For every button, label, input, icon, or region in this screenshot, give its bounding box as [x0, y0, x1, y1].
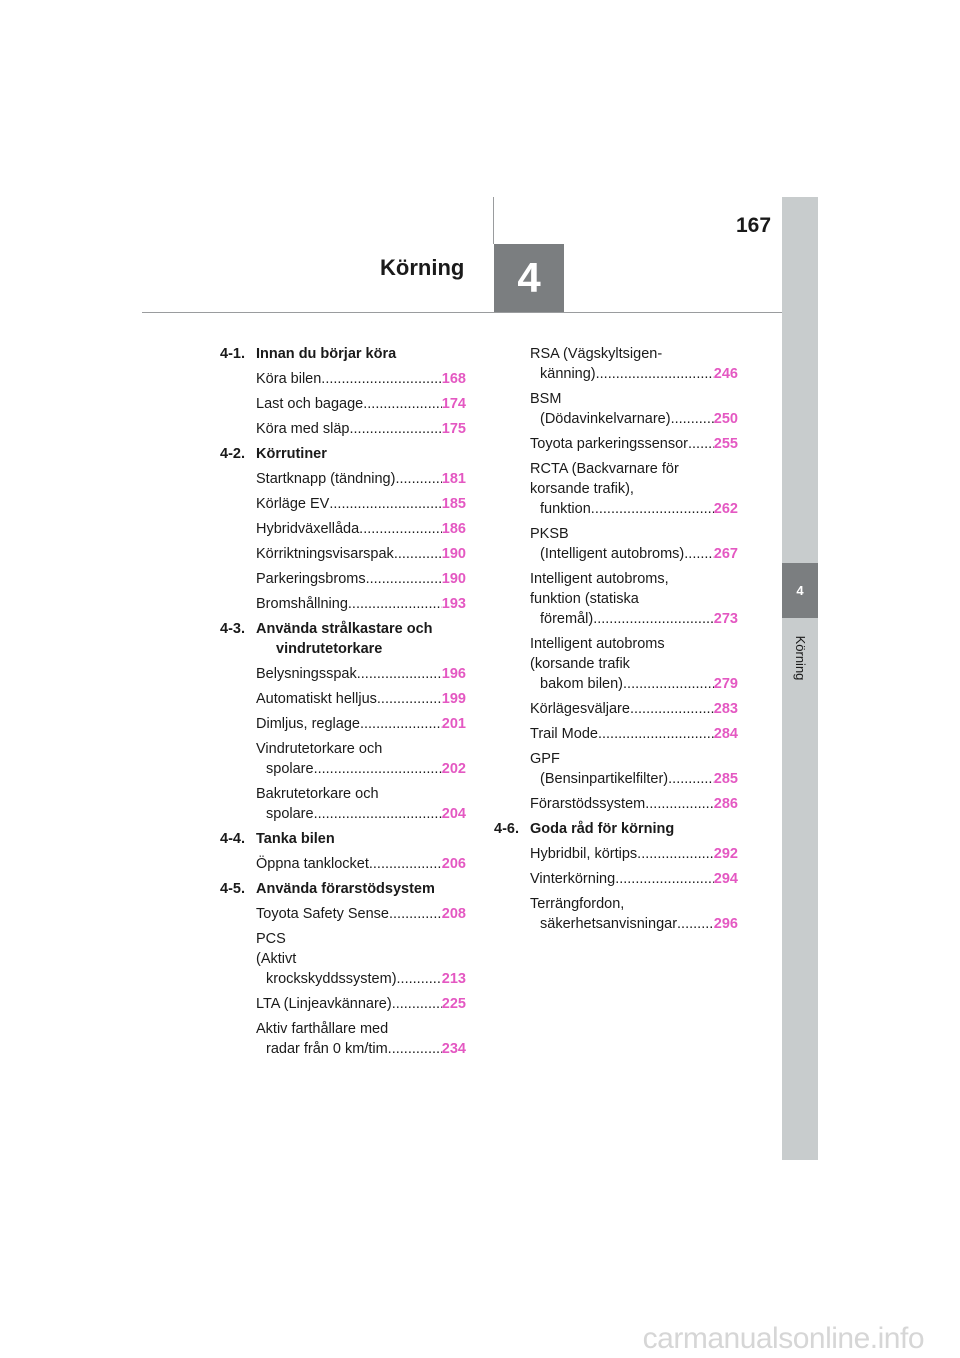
toc-entry[interactable]	[256, 904, 466, 924]
toc-leader-dots	[623, 674, 714, 694]
toc-entry-text-line: BSM	[530, 391, 562, 407]
toc-section-heading	[220, 344, 466, 364]
toc-section-title: Körrutiner	[256, 446, 327, 462]
toc-entry-last-line	[256, 469, 466, 489]
toc-page-link[interactable]: 199	[441, 691, 466, 707]
toc-page-link[interactable]: 283	[713, 701, 738, 717]
toc-entry-text: Dimljus, reglage	[256, 716, 360, 732]
toc-entry[interactable]	[530, 699, 738, 719]
toc-page-link[interactable]: 273	[713, 611, 738, 627]
toc-entry-text: Förarstödssystem	[530, 796, 646, 812]
toc-leader-dots	[369, 854, 442, 874]
toc-entry[interactable]	[530, 869, 738, 889]
toc-page-link[interactable]: 250	[713, 411, 738, 427]
toc-leader-dots	[329, 494, 441, 514]
toc-entry[interactable]	[256, 544, 466, 564]
toc-page-link[interactable]: 279	[713, 676, 738, 692]
toc-entry[interactable]	[530, 794, 738, 814]
toc-entry[interactable]	[256, 569, 466, 589]
toc-leader-dots	[596, 364, 714, 384]
toc-entry-last-line	[530, 914, 738, 934]
toc-leader-dots	[630, 699, 714, 719]
toc-page-link[interactable]: 181	[441, 471, 466, 487]
toc-entry-text: Bromshållning	[256, 596, 348, 612]
toc-entry[interactable]	[256, 664, 466, 684]
toc-entry-text: Körlägesväljare	[530, 701, 630, 717]
toc-section-title: Goda råd för körning	[530, 821, 675, 837]
toc-entry-last-line	[256, 494, 466, 514]
toc-entry-text-line: RCTA (Backvarnare för	[530, 461, 679, 477]
toc-entry-text: Trail Mode	[530, 726, 598, 742]
toc-section-heading	[220, 444, 466, 464]
toc-entry-text: Startknapp (tändning)	[256, 471, 396, 487]
chapter-title: Körning	[380, 255, 465, 280]
toc-leader-dots	[684, 544, 714, 564]
toc-entry[interactable]	[256, 1019, 466, 1059]
toc-entry-text-line: Intelligent autobroms,	[530, 571, 669, 587]
toc-leader-dots	[677, 914, 714, 934]
toc-entry-text-line: Terrängfordon,	[530, 896, 625, 912]
toc-entry-text: känning)	[540, 366, 596, 382]
toc-page-link[interactable]: 292	[713, 846, 738, 862]
toc-section-heading	[220, 879, 466, 899]
toc-entry-last-line	[530, 499, 738, 519]
toc-entry-text: spolare	[266, 761, 314, 777]
toc-page-link[interactable]: 234	[441, 1041, 466, 1057]
toc-leader-dots	[671, 409, 714, 429]
toc-entry-last-line	[530, 409, 738, 429]
toc-entry-text: (Dödavinkelvarnare)	[540, 411, 671, 427]
toc-right-column	[494, 344, 738, 939]
toc-leader-dots	[363, 394, 442, 414]
toc-leader-dots	[321, 369, 442, 389]
toc-entry[interactable]	[256, 394, 466, 414]
toc-page-link[interactable]: 175	[441, 421, 466, 437]
toc-page-link[interactable]: 267	[713, 546, 738, 562]
toc-entry-last-line	[256, 994, 466, 1014]
toc-page-link[interactable]: 225	[441, 996, 466, 1012]
toc-entry-last-line	[256, 419, 466, 439]
toc-page-link[interactable]: 190	[441, 571, 466, 587]
toc-entry-last-line	[530, 544, 738, 564]
toc-section-number: 4-2.	[220, 446, 245, 462]
toc-entry[interactable]	[256, 519, 466, 539]
toc-entry[interactable]	[530, 434, 738, 454]
toc-entry-text: säkerhetsanvisningar	[540, 916, 678, 932]
toc-leader-dots	[366, 569, 442, 589]
toc-entry-last-line	[256, 804, 466, 824]
toc-entry-last-line	[530, 674, 738, 694]
toc-entry[interactable]	[530, 459, 738, 519]
toc-entry-text: Last och bagage	[256, 396, 364, 412]
toc-leader-dots	[350, 419, 442, 439]
toc-leader-dots	[389, 904, 442, 924]
toc-entry[interactable]	[256, 369, 466, 389]
toc-page-link[interactable]: 190	[441, 546, 466, 562]
toc-entry[interactable]	[530, 569, 738, 629]
toc-entry-last-line	[256, 969, 466, 989]
toc-leader-dots	[688, 434, 714, 454]
toc-entry-last-line	[256, 394, 466, 414]
toc-leader-dots	[357, 664, 442, 684]
toc-left-column	[220, 344, 466, 1064]
toc-entry-text: Parkeringsbroms	[256, 571, 366, 587]
toc-leader-dots	[314, 759, 442, 779]
toc-page-link[interactable]: 296	[713, 916, 738, 932]
toc-leader-dots	[645, 794, 714, 814]
toc-entry-last-line	[530, 869, 738, 889]
toc-entry-last-line	[256, 1039, 466, 1059]
toc-page-link[interactable]: 262	[713, 501, 738, 517]
toc-entry-last-line	[256, 714, 466, 734]
toc-entry-text: Belysningsspak	[256, 666, 357, 682]
toc-entry[interactable]	[256, 594, 466, 614]
side-tab-label: Körning	[793, 635, 808, 681]
toc-entry-last-line	[256, 519, 466, 539]
toc-section-number: 4-6.	[494, 821, 519, 837]
toc-entry-last-line	[256, 369, 466, 389]
toc-entry[interactable]	[256, 854, 466, 874]
toc-leader-dots	[397, 969, 442, 989]
toc-entry[interactable]	[256, 714, 466, 734]
side-chapter-number: 4	[782, 563, 818, 618]
toc-section-title: Använda förarstödsystem	[256, 881, 435, 897]
toc-section-title: Använda strålkastare och vindrutetorkare	[256, 621, 433, 657]
toc-page-link[interactable]: 284	[713, 726, 738, 742]
toc-entry-text: Köra bilen	[256, 371, 322, 387]
toc-page-link[interactable]: 193	[441, 596, 466, 612]
toc-section-title: Innan du börjar köra	[256, 346, 397, 362]
toc-entry-last-line	[530, 434, 738, 454]
toc-entry-text-line: Aktiv farthållare med	[256, 1021, 389, 1037]
toc-entry-last-line	[256, 854, 466, 874]
toc-leader-dots	[348, 594, 442, 614]
toc-entry-text-line: korsande trafik),	[530, 481, 634, 497]
toc-entry-text: spolare	[266, 806, 314, 822]
toc-leader-dots	[395, 469, 441, 489]
toc-entry[interactable]	[530, 389, 738, 429]
watermark: carmanualsonline.info	[642, 1322, 924, 1355]
toc-entry[interactable]	[256, 469, 466, 489]
toc-entry[interactable]	[256, 739, 466, 779]
toc-section-heading	[220, 619, 466, 659]
toc-leader-dots	[394, 544, 442, 564]
toc-entry-last-line	[530, 724, 738, 744]
toc-entry[interactable]	[530, 724, 738, 744]
toc-leader-dots	[615, 869, 714, 889]
toc-page-link[interactable]: 186	[441, 521, 466, 537]
toc-leader-dots	[360, 714, 442, 734]
toc-entry-text: Körläge EV	[256, 496, 330, 512]
toc-leader-dots	[668, 769, 714, 789]
toc-page-link[interactable]: 285	[713, 771, 738, 787]
toc-entry-text-line: PKSB	[530, 526, 569, 542]
toc-page-link[interactable]: 255	[713, 436, 738, 452]
toc-leader-dots	[598, 724, 714, 744]
toc-section-heading	[220, 829, 466, 849]
toc-entry-last-line	[256, 594, 466, 614]
toc-entry-last-line	[530, 609, 738, 629]
toc-leader-dots	[591, 499, 714, 519]
toc-entry-text: Öppna tanklocket	[256, 856, 369, 872]
toc-entry-text: (Bensinpartikelfilter)	[540, 771, 669, 787]
toc-entry-last-line	[530, 844, 738, 864]
toc-entry[interactable]	[256, 929, 466, 989]
toc-leader-dots	[377, 689, 442, 709]
toc-entry-text: Toyota parkeringssensor	[530, 436, 688, 452]
toc-entry-text: Köra med släp	[256, 421, 350, 437]
toc-entry[interactable]	[530, 524, 738, 564]
toc-leader-dots	[388, 1039, 442, 1059]
toc-entry-text: Toyota Safety Sense	[256, 906, 389, 922]
toc-entry-text-line: PCS	[256, 931, 286, 947]
toc-section-number: 4-5.	[220, 881, 245, 897]
toc-entry-text: föremål)	[540, 611, 594, 627]
toc-entry-text-line: funktion (statiska	[530, 591, 639, 607]
toc-entry-last-line	[530, 794, 738, 814]
toc-entry[interactable]	[256, 994, 466, 1014]
toc-entry-last-line	[256, 664, 466, 684]
toc-entry-last-line	[256, 904, 466, 924]
toc-page-link[interactable]: 168	[441, 371, 466, 387]
chapter-number-box: 4	[494, 244, 564, 312]
toc-page-link[interactable]: 201	[441, 716, 466, 732]
toc-entry-text: Automatiskt helljus	[256, 691, 377, 707]
toc-leader-dots	[314, 804, 442, 824]
toc-page-link[interactable]: 206	[441, 856, 466, 872]
toc-leader-dots	[359, 519, 442, 539]
toc-entry-text: bakom bilen)	[540, 676, 624, 692]
toc-entry[interactable]	[530, 344, 738, 384]
toc-entry-text: radar från 0 km/tim	[266, 1041, 388, 1057]
toc-entry-text: Hybridväxellåda	[256, 521, 360, 537]
toc-entry[interactable]	[256, 784, 466, 824]
toc-entry-last-line	[530, 769, 738, 789]
toc-entry[interactable]	[256, 494, 466, 514]
toc-section-title: Tanka bilen	[256, 831, 335, 847]
toc-page-link[interactable]: 213	[441, 971, 466, 987]
toc-entry-text: krockskyddssystem)	[266, 971, 397, 987]
toc-page-link[interactable]: 204	[441, 806, 466, 822]
toc-entry-last-line	[256, 759, 466, 779]
header-divider-vertical	[493, 197, 494, 244]
toc-leader-dots	[593, 609, 714, 629]
toc-page-link[interactable]: 196	[441, 666, 466, 682]
toc-entry-text-line: GPF	[530, 751, 560, 767]
toc-leader-dots	[392, 994, 442, 1014]
toc-entry-text-line: Intelligent autobroms	[530, 636, 665, 652]
toc-entry-text: Körriktningsvisarspak	[256, 546, 394, 562]
toc-entry-text: funktion	[540, 501, 591, 517]
toc-page-link[interactable]: 246	[713, 366, 738, 382]
toc-entry[interactable]	[530, 634, 738, 694]
toc-page-link[interactable]: 185	[441, 496, 466, 512]
toc-entry[interactable]	[530, 894, 738, 934]
toc-entry[interactable]	[256, 689, 466, 709]
toc-entry-last-line	[256, 544, 466, 564]
toc-leader-dots	[637, 844, 714, 864]
toc-entry-text-line: Bakrutetorkare och	[256, 786, 379, 802]
toc-entry-text: Vinterkörning	[530, 871, 616, 887]
toc-entry-last-line	[256, 569, 466, 589]
header-divider	[142, 312, 783, 313]
toc-page-link[interactable]: 294	[713, 871, 738, 887]
toc-page-link[interactable]: 286	[713, 796, 738, 812]
toc-entry-text: LTA (Linjeavkännare)	[256, 996, 392, 1012]
toc-entry-text-line: RSA (Vägskyltsigen-	[530, 346, 663, 362]
toc-entry-text-line: Vindrutetorkare och	[256, 741, 383, 757]
toc-entry-text: (Intelligent autobroms)	[540, 546, 685, 562]
toc-entry-last-line	[256, 689, 466, 709]
page-number: 167	[736, 214, 772, 237]
toc-section-number: 4-3.	[220, 621, 245, 637]
toc-page-link[interactable]: 174	[441, 396, 466, 412]
toc-entry-text-line: (korsande trafik	[530, 656, 630, 672]
toc-section-heading	[494, 819, 738, 839]
toc-entry-last-line	[530, 699, 738, 719]
toc-section-number: 4-1.	[220, 346, 245, 362]
toc-entry[interactable]	[256, 419, 466, 439]
toc-entry-text: Hybridbil, körtips	[530, 846, 638, 862]
toc-section-number: 4-4.	[220, 831, 245, 847]
toc-entry-text-line: (Aktivt	[256, 951, 297, 967]
toc-entry-last-line	[530, 364, 738, 384]
toc-page-link[interactable]: 202	[441, 761, 466, 777]
toc-entry[interactable]	[530, 749, 738, 789]
toc-entry[interactable]	[530, 844, 738, 864]
toc-page-link[interactable]: 208	[441, 906, 466, 922]
